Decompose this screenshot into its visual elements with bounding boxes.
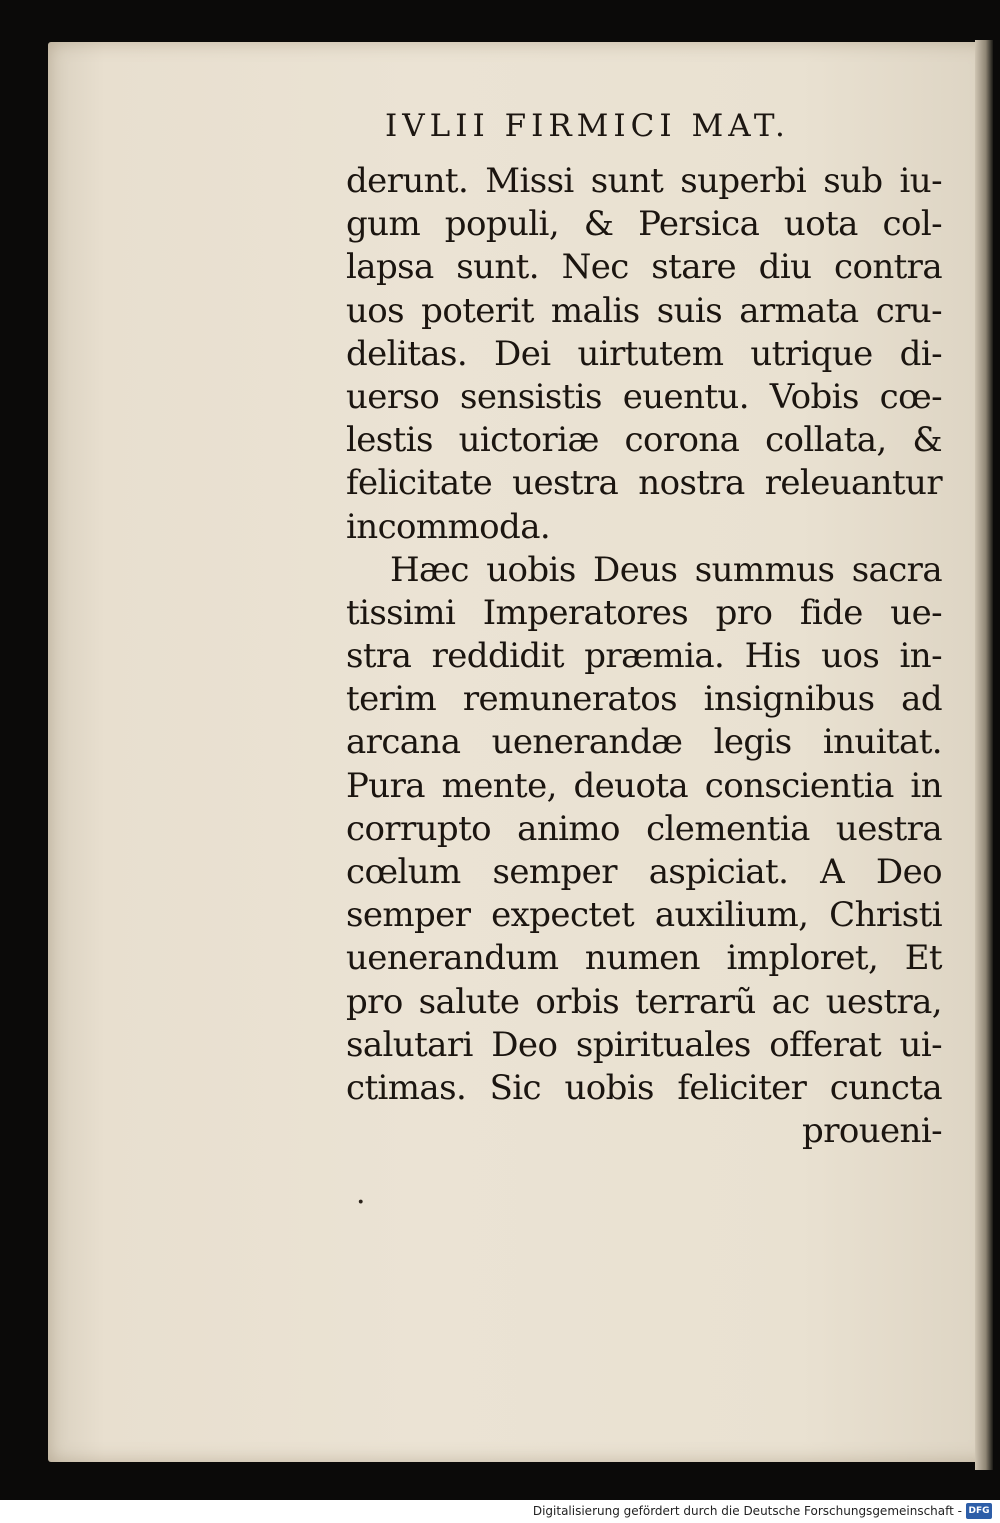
text-line: cœlum semper aspiciat. A Deo xyxy=(346,852,942,892)
text-line: Pura mente, deuota conscientia in xyxy=(346,765,942,806)
text-line: derunt. Missi sunt superbi sub iu- xyxy=(346,161,942,201)
catchword: proueni- xyxy=(802,1111,942,1152)
text-line: corrupto animo clementia uestra xyxy=(346,808,942,849)
text-line: lapsa sunt. Nec stare diu contra xyxy=(346,247,942,288)
text-line: lestis uictoriæ corona collata, & xyxy=(346,420,942,461)
text-line: Hæc uobis Deus summus sacra xyxy=(390,549,942,590)
text-line: uerso sensistis euentu. Vobis cœ- xyxy=(346,376,942,417)
text-line: uenerandum numen imploret, Et xyxy=(346,938,942,979)
text-line: terim remuneratos insignibus ad xyxy=(346,679,942,720)
text-line: delitas. Dei uirtutem utrique di- xyxy=(346,333,942,374)
text-block xyxy=(346,160,942,1153)
text-line: felicitate uestra nostra releuantur xyxy=(346,463,942,504)
running-head: IVLII FIRMICI MAT. xyxy=(385,108,790,144)
text-line: gum populi, & Persica uota col- xyxy=(346,204,942,245)
text-line: pro salute orbis terrarũ ac uestra, xyxy=(346,981,942,1022)
digitization-credit: Digitalisierung gefördert durch die Deutsche Forschungsgemeinschaft - xyxy=(532,1504,962,1518)
text-line: semper expectet auxilium, Christi xyxy=(346,895,942,936)
dfg-logo-icon: DFG xyxy=(966,1503,992,1519)
text-line: ctimas. Sic uobis feliciter cuncta xyxy=(346,1067,942,1108)
text-line: salutari Deo spirituales offerat ui- xyxy=(346,1024,942,1065)
text-line: arcana uenerandæ legis inuitat. xyxy=(346,722,942,763)
stray-mark: · xyxy=(356,1185,366,1220)
text-line: tissimi Imperatores pro fide ue- xyxy=(346,592,942,633)
text-line: uos poterit malis suis armata cru- xyxy=(346,290,942,331)
text-line: stra reddidit præmia. His uos in- xyxy=(346,636,942,677)
page-edge xyxy=(975,40,993,1470)
text-line: incommoda. xyxy=(346,506,551,547)
